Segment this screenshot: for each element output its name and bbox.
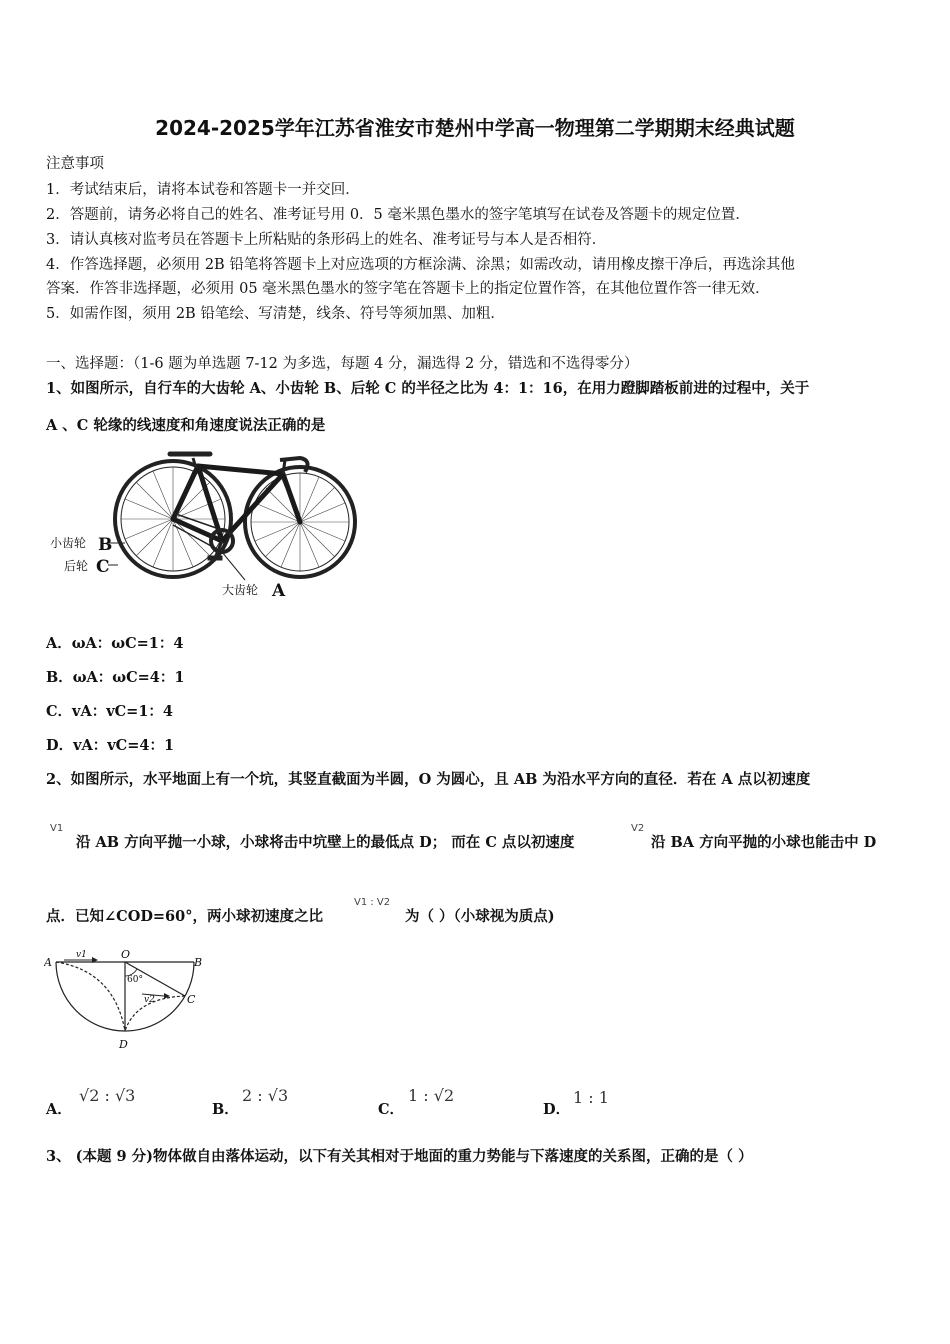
fig-label-O: O (121, 948, 131, 961)
fig-label-angle: 60° (127, 975, 143, 985)
q2-text-line1: 2、如图所示，水平地面上有一个坑，其竖直截面为半圆，O 为圆心，且 AB 为沿水平方向的直径．若在 A 点以初速度 (46, 771, 811, 788)
q1-option-b[interactable]: B．ωA：ωC=4：1 (46, 669, 185, 686)
q2-option-d-label[interactable]: D． (543, 1101, 571, 1118)
page-title: 2024-2025学年江苏省淮安市楚州中学高一物理第二学期期末经典试题 (155, 116, 795, 140)
notice-item: 2．答题前，请务必将自己的姓名、准考证号用 0．5 毫米黑色墨水的签字笔填写在试卷及答题卡的规定位置． (46, 207, 750, 223)
label-A: A (272, 581, 286, 601)
fig-label-C: C (187, 993, 196, 1006)
notice-heading: 注意事项 (46, 156, 104, 172)
pit-figure (44, 946, 212, 1054)
fig-label-v2: v2 (144, 995, 155, 1005)
label-small-gear: 小齿轮 (50, 536, 87, 550)
q2-option-b-value: 2 : √3 (242, 1086, 289, 1105)
q2-text-line3b: 为（ ）（小球视为质点) (405, 908, 555, 925)
q2-ratio-symbol: V1 : V2 (354, 897, 391, 908)
q2-option-c-value: 1 : √2 (408, 1086, 455, 1105)
fig-label-v1: v1 (76, 950, 87, 960)
q2-option-c-label[interactable]: C． (378, 1101, 405, 1118)
q2-text-line2b: 沿 BA 方向平抛的小球也能击中 D (651, 834, 877, 851)
label-big-gear: 大齿轮 (222, 583, 259, 597)
q2-v2-symbol: V2 (631, 823, 645, 834)
q2-option-a-value: √2 : √3 (79, 1086, 136, 1105)
bicycle-figure (50, 446, 360, 604)
q2-text-line2a: 沿 AB 方向平抛一小球，小球将击中坑壁上的最低点 D； 而在 C 点以初速度 (76, 834, 575, 851)
q1-text-line2: A 、C 轮缘的线速度和角速度说法正确的是 (46, 417, 326, 434)
notice-item: 5．如需作图，须用 2B 铅笔绘、写清楚，线条、符号等须加黑、加粗． (46, 306, 505, 322)
q2-option-a-label[interactable]: A． (46, 1101, 72, 1118)
q2-v1-symbol: V1 (50, 823, 64, 834)
label-rear-wheel: 后轮 (64, 559, 89, 573)
section-heading: 一、选择题：（1-6 题为单选题 7-12 为多选，每题 4 分，漏选得 2 分，错选和不选得零分） (46, 356, 639, 372)
q2-text-line3a: 点．已知∠COD=60°，两小球初速度之比 (46, 908, 323, 925)
label-C: C (96, 557, 110, 577)
q2-option-b-label[interactable]: B． (212, 1101, 239, 1118)
notice-item: 答案．作答非选择题，必须用 05 毫米黑色墨水的签字笔在答题卡上的指定位置作答，在其他位置作答一律无效． (46, 281, 770, 297)
q1-option-a[interactable]: A．ωA：ωC=1：4 (46, 635, 184, 652)
fig-label-A: A (44, 956, 52, 969)
fig-label-B: B (194, 956, 203, 969)
notice-item: 3．请认真核对监考员在答题卡上所粘贴的条形码上的姓名、准考证号与本人是否相符． (46, 232, 607, 248)
q1-text-line1: 1、如图所示，自行车的大齿轮 A、小齿轮 B、后轮 C 的半径之比为 4：1：16，在用力蹬脚踏板前进的过程中，关于 (46, 380, 810, 397)
q1-option-c[interactable]: C．vA：vC=1：4 (46, 703, 174, 720)
notice-item: 1．考试结束后，请将本试卷和答题卡一并交回． (46, 182, 360, 198)
q3-text: 3、 (本题 9 分)物体做自由落体运动，以下有关其相对于地面的重力势能与下落速度的关系图，正确的是（ ） (46, 1148, 753, 1165)
q2-option-d-value: 1 : 1 (573, 1088, 609, 1107)
notice-item: 4．作答选择题，必须用 2B 铅笔将答题卡上对应选项的方框涂满、涂黑；如需改动，请用橡皮擦干净后，再选涂其他 (46, 257, 795, 273)
label-B: B (98, 535, 113, 555)
fig-label-D: D (119, 1038, 128, 1051)
q1-option-d[interactable]: D．vA：vC=4：1 (46, 737, 175, 754)
